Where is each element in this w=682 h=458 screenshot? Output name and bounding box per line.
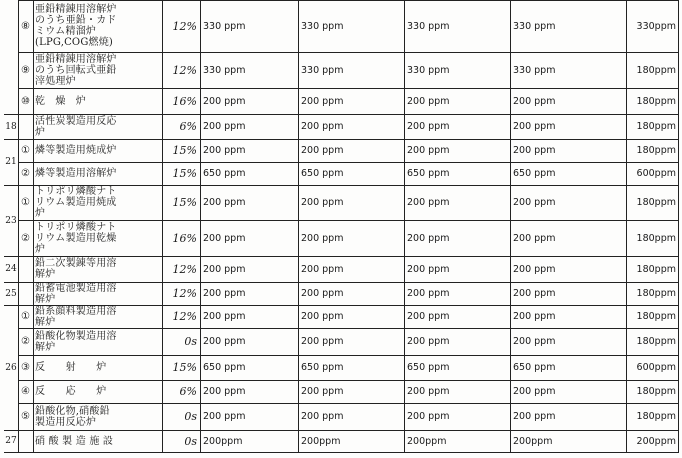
facility-name: 鉛二次製錬等用溶 解炉 [35,258,117,280]
emission-limit: 200ppm [636,435,676,447]
emission-limit: 180ppm [636,311,676,322]
emission-limit: 200 ppm [513,263,556,275]
emission-limit: 200 ppm [203,197,246,208]
emission-limit: 330 ppm [513,64,556,76]
facility-name: 鉛酸化物,硝酸鉛 製造用反応炉 [35,405,110,428]
sub-item-number: ① [21,311,30,322]
emission-limit: 330 ppm [301,64,344,76]
emission-limit: 330 ppm [407,20,450,32]
emission-limit: 200 ppm [301,197,344,208]
oxygen-reference: 12% [172,262,197,276]
emission-limit: 200 ppm [513,336,556,347]
facility-name: 乾 燥 炉 [35,95,86,107]
emission-limit: 200 ppm [203,288,246,299]
facility-name: 反 射 炉 [35,362,107,373]
emission-limit: 200 ppm [203,311,246,322]
facility-name: 亜鉛精錬用溶解炉 のうち亜鉛・カド ミウム精溜炉 (LPG,COG燃焼) [35,4,117,48]
emission-limit: 180ppm [636,411,676,422]
emission-limit: 330 ppm [301,20,344,32]
oxygen-reference: 15% [172,196,197,209]
emission-limit: 200 ppm [513,311,556,322]
sub-item-number: ⑨ [21,64,30,76]
facility-name: 硝 酸 製 造 施 設 [35,435,114,447]
emission-limit: 200ppm [301,435,341,447]
emission-limit: 180ppm [636,197,676,208]
emission-limit: 330 ppm [407,64,450,76]
item-number: 25 [5,288,17,299]
sub-item-number: ② [21,336,30,347]
facility-name: 鉛系顔料製造用溶 解炉 [35,305,117,328]
emission-limit: 200 ppm [407,197,450,208]
oxygen-reference: 15% [172,144,197,157]
emission-limit: 330 ppm [513,20,556,32]
sub-item-number: ② [21,232,30,244]
emission-limit: 200 ppm [203,411,246,422]
oxygen-reference: 12% [172,310,197,323]
emission-limit: 180ppm [636,145,676,156]
oxygen-reference: 0s [184,434,197,448]
table-rule [678,0,679,452]
emission-limit: 200 ppm [407,121,450,132]
emission-limit: 200 ppm [513,197,556,208]
emission-limit: 200 ppm [203,386,246,397]
emission-limit: 200 ppm [513,145,556,156]
facility-name: 亜鉛精錬用溶解炉 のうち回転式亜鉛 滓処理炉 [35,53,117,87]
oxygen-reference: 15% [172,361,197,374]
emission-limit: 200 ppm [301,311,344,322]
emission-limit: 650 ppm [407,168,450,179]
emission-limit: 180ppm [636,288,676,299]
emission-limit: 200 ppm [513,95,556,107]
emission-limit: 200 ppm [513,121,556,132]
emission-limit: 650 ppm [203,168,246,179]
oxygen-reference: 0s [184,335,197,348]
emission-limit: 200ppm [203,435,243,447]
emission-limit: 650 ppm [301,362,344,373]
emission-limit: 180ppm [636,95,676,107]
oxygen-reference: 16% [172,231,197,245]
emission-limit: 200 ppm [301,95,344,107]
facility-name: 鉛蓄電池製造用溶 解炉 [35,282,117,305]
emission-limit: 650 ppm [513,362,556,373]
emission-limit: 180ppm [636,232,676,244]
oxygen-reference: 12% [172,287,197,300]
emission-limit: 200 ppm [301,121,344,132]
emission-limit: 200 ppm [513,288,556,299]
oxygen-reference: 12% [172,19,197,33]
oxygen-reference: 6% [179,385,197,398]
emission-limit: 330 ppm [203,64,246,76]
emission-limit: 200 ppm [203,145,246,156]
sub-item-number: ⑤ [21,411,30,422]
sub-item-number: ④ [21,386,30,397]
emission-limit: 200 ppm [301,411,344,422]
emission-limit: 200 ppm [301,145,344,156]
emission-limit: 650 ppm [203,362,246,373]
item-number: 21 [5,157,17,167]
sub-item-number: ① [21,197,30,208]
oxygen-reference: 0s [184,410,197,423]
facility-name: 鉛酸化物製造用溶 解炉 [35,330,117,353]
facility-name: 燐等製造用焼成炉 [35,145,117,156]
table-rule [4,452,679,453]
facility-name: トリポリ燐酸ナト リウム製造用乾燥 炉 [35,221,117,255]
emission-limit: 650 ppm [407,362,450,373]
sub-item-number: ⑩ [21,95,30,107]
oxygen-reference: 12% [172,63,197,77]
emission-limit: 200 ppm [203,121,246,132]
facility-name: トリポリ燐酸ナト リウム製造用焼成 炉 [35,186,117,219]
emission-limit: 200 ppm [407,232,450,244]
emission-limit: 330ppm [636,20,676,32]
emission-limit: 200 ppm [407,336,450,347]
sub-item-number: ⑧ [21,20,30,32]
emission-limit: 200 ppm [301,288,344,299]
emission-limit: 200ppm [407,435,447,447]
emission-limit: 200 ppm [513,232,556,244]
emission-limit: 180ppm [636,121,676,132]
emission-limit: 200 ppm [407,95,450,107]
emission-limit: 200 ppm [407,386,450,397]
item-number: 23 [5,215,17,226]
emission-limit: 330 ppm [203,20,246,32]
emission-limit: 200 ppm [301,263,344,275]
emission-limit: 200 ppm [513,411,556,422]
emission-limit: 200 ppm [301,232,344,244]
emission-limit: 180ppm [636,386,676,397]
emission-limit: 200ppm [513,435,553,447]
emission-limit: 200 ppm [407,288,450,299]
facility-name: 燐等製造用溶解炉 [35,168,117,179]
sub-item-number: ① [21,145,30,156]
emission-limit: 600ppm [636,168,676,179]
emission-limit: 180ppm [636,64,676,76]
item-number: 26 [5,362,17,373]
emission-limit: 200 ppm [407,145,450,156]
emission-limit: 200 ppm [407,411,450,422]
emission-limit: 200 ppm [203,336,246,347]
oxygen-reference: 16% [172,94,197,108]
oxygen-reference: 15% [172,167,197,180]
emission-limit: 200 ppm [301,336,344,347]
sub-item-number: ② [21,168,30,179]
oxygen-reference: 6% [179,120,197,133]
item-number: 27 [5,436,17,446]
item-number: 24 [5,264,17,274]
emission-limit: 200 ppm [203,232,246,244]
facility-name: 反 応 炉 [35,386,107,397]
emission-limit: 200 ppm [513,386,556,397]
emission-limit: 200 ppm [203,263,246,275]
emission-limit: 200 ppm [203,95,246,107]
emission-limit: 200 ppm [407,311,450,322]
emission-limit: 180ppm [636,336,676,347]
facility-name: 活性炭製造用反応 炉 [35,115,117,138]
sub-item-number: ③ [21,362,30,373]
emission-limit: 180ppm [636,263,676,275]
emission-limit: 200 ppm [407,263,450,275]
emission-limit: 200 ppm [301,386,344,397]
item-number: 18 [5,121,17,132]
emission-limit: 650 ppm [301,168,344,179]
emission-limit: 650 ppm [513,168,556,179]
emission-limit: 600ppm [636,362,676,373]
